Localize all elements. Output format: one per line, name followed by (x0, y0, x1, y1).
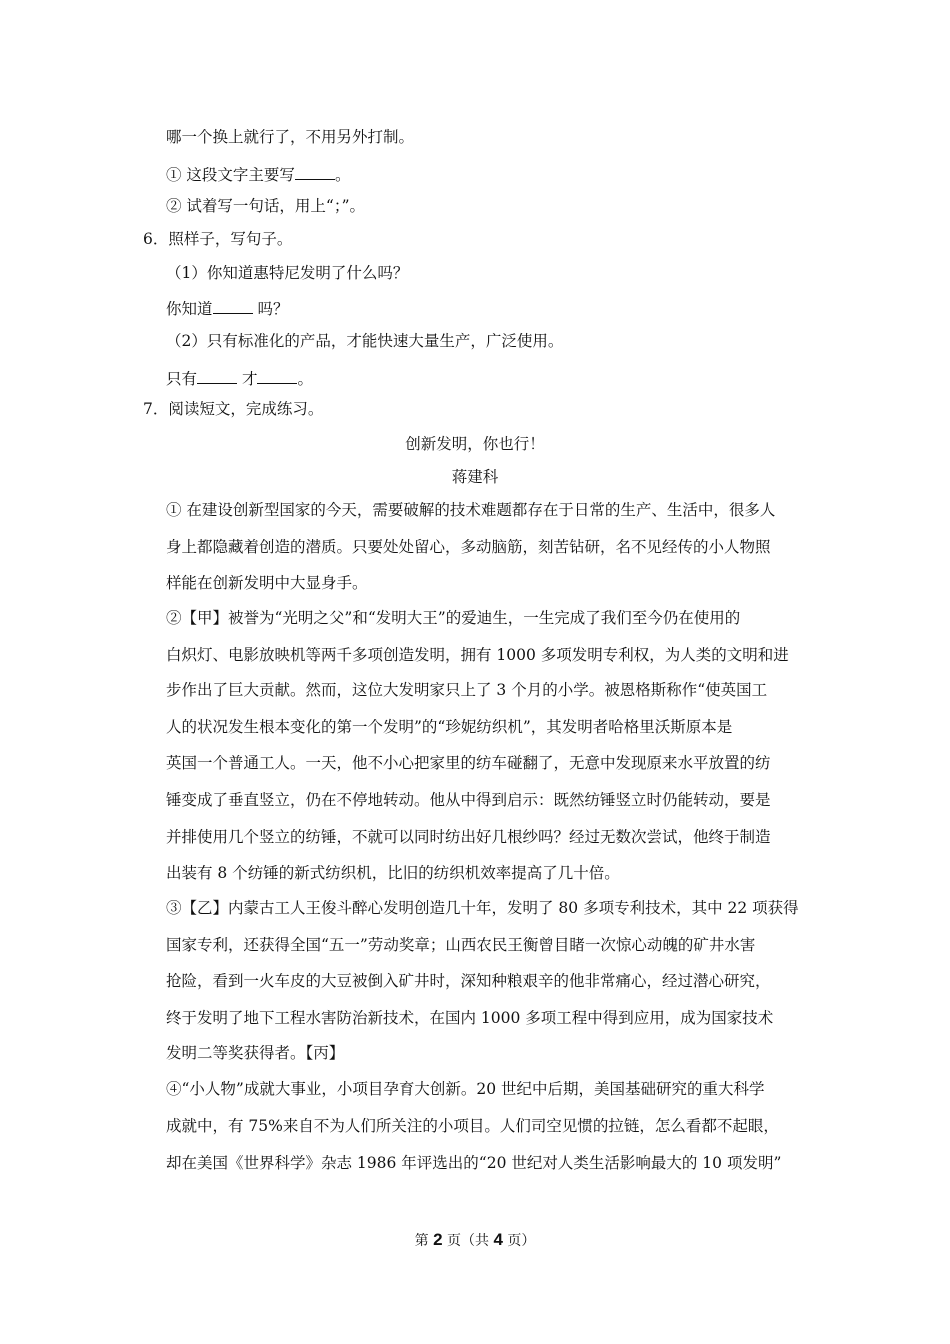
paragraph-line: ②【甲】被誉为“光明之父”和“发明大王”的爱迪生，一生完成了我们至今仍在使用的 (166, 609, 741, 627)
paragraph-line: 身上都隐藏着创造的潜质。只要处处留心，多动脑筋，刻苦钻研，名不见经传的小人物照 (166, 538, 771, 556)
answer-text: 你知道 (166, 300, 213, 318)
question-text: 。 (334, 166, 351, 184)
answer-blank[interactable] (213, 297, 253, 314)
paragraph-line: 人的状况发生根本变化的第一个发明”的“珍妮纺织机”，其发明者哈格里沃斯原本是 (166, 718, 733, 736)
answer-text: 吗？ (252, 300, 289, 318)
paragraph-line: 抢险，看到一火车皮的大豆被倒入矿井时，深知种粮艰辛的他非常痛心，经过潜心研究， (166, 972, 771, 990)
answer-blank[interactable] (257, 367, 297, 384)
paragraph-line: 锤变成了垂直竖立，仍在不停地转动。他从中得到启示：既然纺锤竖立时仍能转动，要是 (166, 791, 771, 809)
paragraph-line: 步作出了巨大贡献。然而，这位大发明家只上了 3 个月的小学。被恩格斯称作“使英国工 (166, 681, 768, 699)
question-line (166, 163, 350, 185)
answer-line (166, 297, 288, 319)
page-total: 4 (493, 1230, 503, 1249)
paragraph-line: 样能在创新发明中大显身手。 (166, 574, 368, 592)
answer-text: 。 (297, 370, 313, 388)
answer-text: 只有 (166, 370, 198, 388)
footer-text: 页（共 (442, 1233, 494, 1249)
paragraph-line: 成就中，有 75%来自不为人们所关注的小项目。人们司空见惯的拉链，怎么看都不起眼， (166, 1117, 779, 1135)
paragraph-line: 出装有 8 个纺锤的新式纺织机，比旧的纺织机效率提高了几十倍。 (166, 864, 620, 882)
question-6-part-2: （2）只有标准化的产品，才能快速大量生产，广泛使用。 (166, 332, 564, 350)
answer-blank[interactable] (197, 367, 237, 384)
text-line: 哪一个换上就行了，不用另外打制。 (166, 128, 415, 146)
footer-text: 第 (414, 1233, 434, 1249)
paragraph-line: 发明二等奖获得者。【丙】 (166, 1044, 345, 1062)
page-number: 2 (433, 1230, 443, 1249)
answer-line (166, 367, 313, 389)
question-line: ② 试着写一句话，用上“；”。 (166, 197, 366, 215)
answer-text: 才 (237, 370, 258, 388)
article-author: 蒋建科 (451, 468, 499, 486)
article-title: 创新发明，你也行！ (405, 435, 545, 453)
question-text: ① 这段文字主要写 (166, 166, 295, 184)
answer-blank[interactable] (295, 163, 335, 180)
paragraph-line: ③【乙】内蒙古工人王俊斗醉心发明创造几十年，发明了 80 多项专利技术，其中 22 项获得 (166, 899, 799, 917)
question-6-title: 6．照样子，写句子。 (143, 230, 293, 248)
paragraph-line: 英国一个普通工人。一天，他不小心把家里的纺车碰翻了，无意中发现原来水平放置的纺 (166, 754, 771, 772)
page-footer (0, 1230, 950, 1250)
footer-text: 页） (502, 1233, 536, 1249)
paragraph-line: ④“小人物”成就大事业，小项目孕育大创新。20 世纪中后期，美国基础研究的重大科学 (166, 1080, 765, 1098)
question-6-part-1: （1）你知道惠特尼发明了什么吗？ (166, 264, 409, 282)
paragraph-line: ① 在建设创新型国家的今天，需要破解的技术难题都存在于日常的生产、生活中，很多人 (166, 501, 776, 519)
question-7-title: 7．阅读短文，完成练习。 (143, 400, 324, 418)
paragraph-line: 国家专利，还获得全国“五一”劳动奖章；山西农民王衡曾目睹一次惊心动魄的矿井水害 (166, 936, 756, 954)
paragraph-line: 并排使用几个竖立的纺锤，不就可以同时纺出好几根纱吗？经过无数次尝试，他终于制造 (166, 828, 771, 846)
paragraph-line: 却在美国《世界科学》杂志 1986 年评选出的“20 世纪对人类生活影响最大的 10 项发明” (166, 1154, 782, 1172)
paragraph-line: 白炽灯、电影放映机等两千多项创造发明，拥有 1000 多项发明专利权，为人类的文明和进 (166, 646, 789, 664)
paragraph-line: 终于发明了地下工程水害防治新技术，在国内 1000 多项工程中得到应用，成为国家技术 (166, 1009, 774, 1027)
